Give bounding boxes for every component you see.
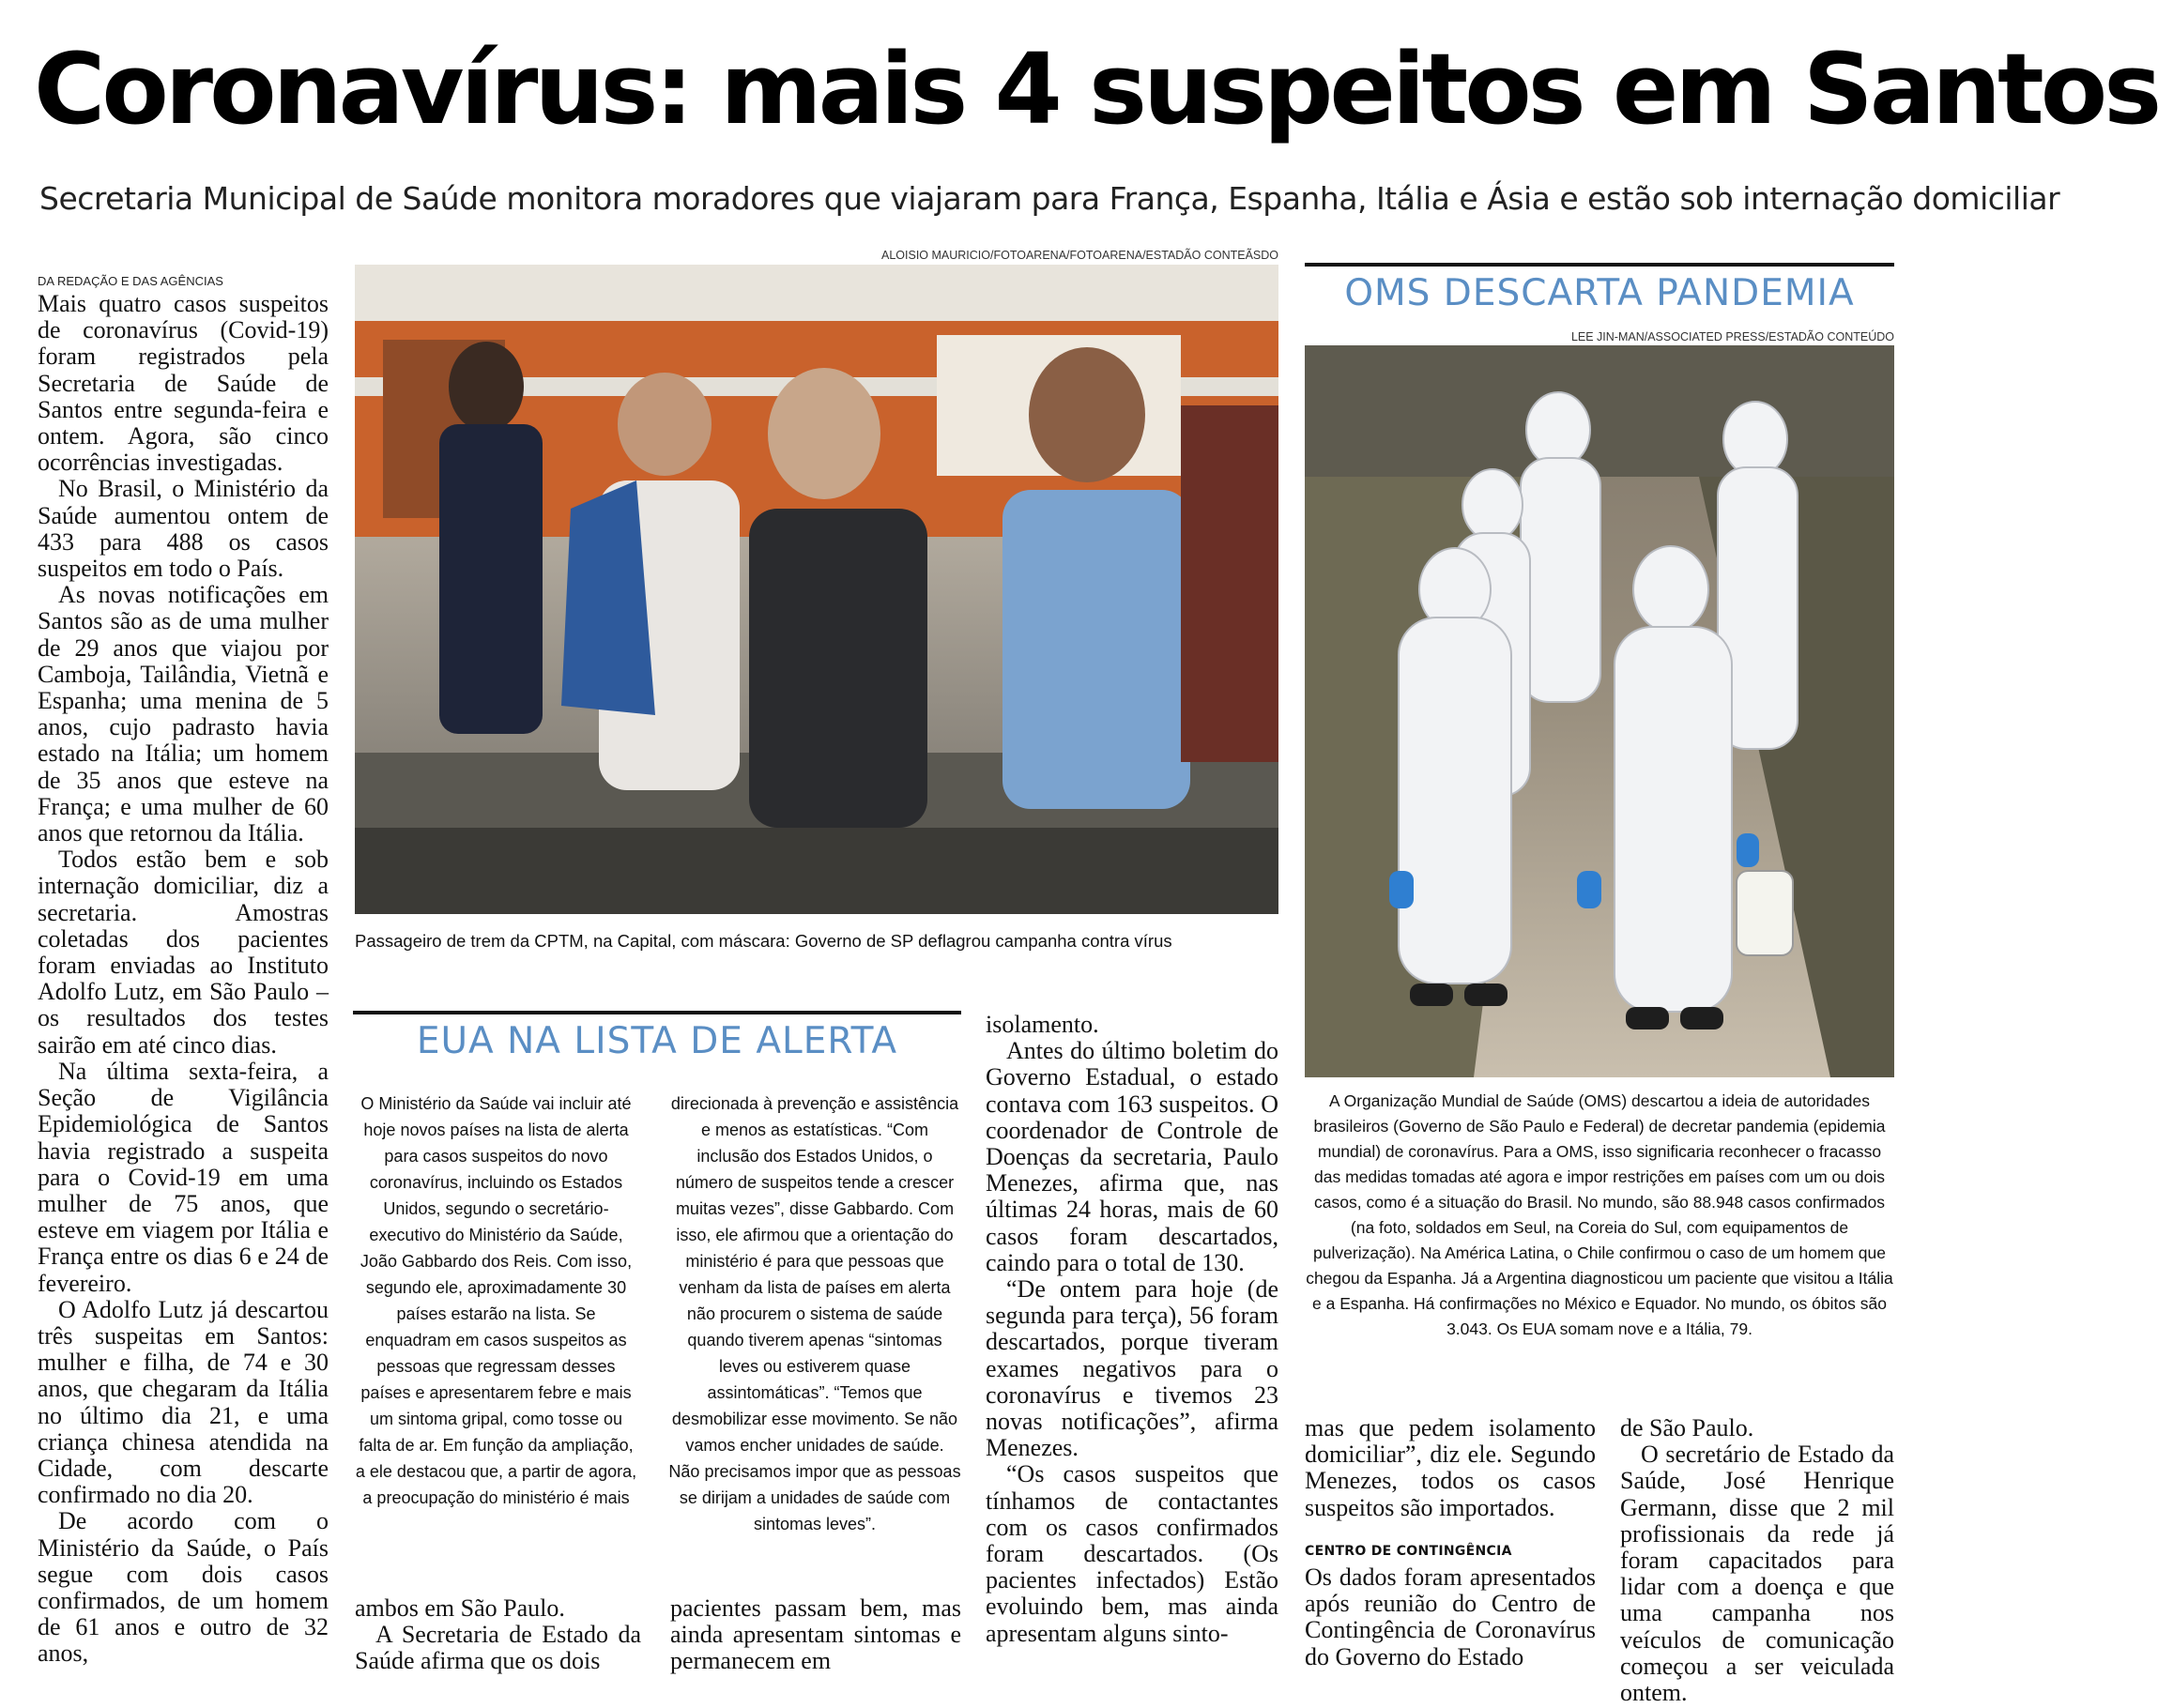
article-column-2 bbox=[355, 1595, 641, 1689]
paragraph: Todos estão bem e sob internação domiciliar, diz a secretaria. Amostras coletadas dos pacientes foram enviadas ao Instituto Adolfo Lutz, em São Paulo – os resultados dos testes sairão em até cinco dias. bbox=[38, 846, 329, 1059]
paragraph: Antes do último boletim do Governo Estadual, o estado contava com 163 suspeitos. O coordenador de Controle de Doenças da secretaria, Paulo Menezes, afirma que, nas últimas 24 horas, mais de 60 casos foram descartados, caindo para o total de 130. bbox=[986, 1037, 1278, 1276]
paragraph: Mais quatro casos suspeitos de coronavírus (Covid-19) foram registrados pela Secretaria de Saúde de Santos entre segunda-feira e ontem. Agora, são cinco ocorrências investigadas. bbox=[38, 290, 329, 477]
photo-caption: Passageiro de trem da CPTM, na Capital, com máscara: Governo de SP deflagrou campanha contra vírus bbox=[355, 931, 1172, 951]
article-column-4 bbox=[986, 1012, 1278, 1689]
alert-box-title: EUA NA LISTA DE ALERTA bbox=[416, 1020, 898, 1062]
paragraph: O Adolfo Lutz já descartou três suspeitas em Santos: mulher e filha, de 74 e 30 anos, que chegaram da Itália no último dia 21, e uma criança chinesa atendida na Cidade, com descarte confirmado no dia 20. bbox=[38, 1295, 329, 1509]
paragraph: A Secretaria de Estado da Saúde afirma que os dois bbox=[355, 1621, 641, 1675]
alert-box-column-2: direcionada à prevenção e assistência e menos as estatísticas. “Com inclusão dos Estados Unidos, o número de suspeitos tende a crescer muitas vezes”, disse Gabbardo. Com isso, ele afirmou que a orientação do ministério é para que pessoas que venham da lista de países em alerta não procurem o sistema de saúde quando tiverem apenas “sintomas leves ou estiverem quase assintomáticas”. “Temos que desmobilizar esse movimento. Se não vamos encher unidades de saúde. Não precisamos impor que as pessoas se dirijam a unidades de saúde com sintomas leves”. bbox=[668, 1094, 961, 1533]
byline-block bbox=[38, 274, 329, 288]
section-rule bbox=[353, 1011, 961, 1014]
headline: Coronavírus: mais 4 suspeitos em Santos bbox=[34, 32, 2158, 146]
protective-suits-photo bbox=[1305, 345, 1894, 1077]
article-column-3 bbox=[670, 1595, 961, 1689]
paragraph: O secretário de Estado da Saúde, José Henrique Germann, disse que 2 mil profissionais da rede já foram capacitados para lidar com a doença e que uma campanha nos veículos de comunicação começou a ser veiculada ontem. bbox=[1620, 1441, 1894, 1707]
paragraph: Na última sexta-feira, a Seção de Vigilância Epidemiológica de Santos havia registrado a suspeita para o Covid-19 em uma mulher de 75 anos, que esteve em viagem por Itália e França entre os dias 6 e 24 de fevereiro. bbox=[38, 1057, 329, 1297]
paragraph: mas que pedem isolamento domiciliar”, diz ele. Segundo Menezes, todos os casos suspeitos são importados. bbox=[1305, 1414, 1596, 1521]
section-rule bbox=[1305, 263, 1894, 267]
paragraph: “Os casos suspeitos que tínhamos de contactantes com os casos confirmados foram descartados. (Os pacientes infectados) Estão evoluindo bem, mas ainda apresentam alguns sinto- bbox=[986, 1460, 1278, 1647]
paragraph: No Brasil, o Ministério da Saúde aumentou ontem de 433 para 488 os casos suspeitos em todo o País. bbox=[38, 475, 329, 583]
paragraph: De acordo com o Ministério da Saúde, o País segue com dois casos confirmados, de um homem de 61 anos e outro de 32 anos, bbox=[38, 1507, 329, 1668]
paragraph: de São Paulo. bbox=[1620, 1414, 1754, 1441]
paragraph: Os dados foram apresentados após reunião do Centro de Contingência de Coronavírus do Governo do Estado bbox=[1305, 1563, 1596, 1670]
article-column-6 bbox=[1620, 1414, 1894, 1707]
train-passengers-photo bbox=[355, 265, 1278, 914]
paragraph: isolamento. bbox=[986, 1011, 1099, 1038]
subhead: Secretaria Municipal de Saúde monitora moradores que viajaram para França, Espanha, Itália e Ásia e estão sob internação domiciliar bbox=[39, 180, 2060, 217]
article-column-5 bbox=[1305, 1415, 1596, 1689]
paragraph: As novas notificações em Santos são as de uma mulher de 29 anos que viajou por Camboja, Tailândia, Vietnã e Espanha; uma menina de 5 anos, cujo padrasto havia estado na Itália; um homem de 35 anos que esteve na França; e uma mulher de 60 anos que retornou da Itália. bbox=[38, 581, 329, 847]
photo-credit: ALOISIO MAURICIO/FOTOARENA/FOTOARENA/ESTADÃO CONTEÃSDO bbox=[881, 249, 1278, 262]
oms-caption: A Organização Mundial de Saúde (OMS) descartou a ideia de autoridades brasileiros (Governo de São Paulo e Federal) de decretar pandemia (epidemia mundial) de coronavírus. Para a OMS, isso significaria reconhecer o fracasso das medidas tomadas até agora e impor restrições em países com um ou dois casos, como é a situação do Brasil. No mundo, são 88.948 casos confirmados (na foto, soldados em Seul, na Coreia do Sul, com equipamentos de pulverização). Na América Latina, o Chile confirmou o caso de um homem que chegou da Espanha. Já a Argentina diagnosticou um paciente que visitou a Itália e a Espanha. Há confirmações no México e Equador. No mundo, os óbitos são 3.043. Os EUA somam nove e a Itália, 79. bbox=[1306, 1091, 1893, 1338]
article-column-1 bbox=[38, 291, 329, 1689]
paragraph: “De ontem para hoje (de segunda para terça), 56 foram descartados, porque tiveram exames negativos para o coronavírus e tivemos 23 novas notificações”, afirma Menezes. bbox=[986, 1275, 1278, 1462]
paragraph: ambos em São Paulo. bbox=[355, 1594, 565, 1622]
byline: DA REDAÇÃO E DAS AGÊNCIAS bbox=[38, 274, 223, 288]
paragraph: pacientes passam bem, mas ainda apresentam sintomas e permanecem em bbox=[670, 1594, 961, 1675]
photo-credit: LEE JIN-MAN/ASSOCIATED PRESS/ESTADÃO CONTEÚDO bbox=[1570, 330, 1894, 343]
oms-box-title: OMS DESCARTA PANDEMIA bbox=[1344, 272, 1855, 314]
kicker: CENTRO DE CONTINGÊNCIA bbox=[1305, 1543, 1512, 1559]
alert-box-column-1: O Ministério da Saúde vai incluir até hoje novos países na lista de alerta para casos suspeitos do novo coronavírus, incluindo os Estados Unidos, segundo o secretário-executivo do Ministério da Saúde, João Gabbardo dos Reis. Com isso, segundo ele, aproximadamente 30 países estarão na lista. Se enquadram em casos suspeitos as pessoas que regressam desses países e apresentarem febre e mais um sintoma gripal, como tosse ou falta de ar. Em função da ampliação, a ele destacou que, a partir de agora, a preocupação do ministério é mais bbox=[355, 1094, 637, 1507]
